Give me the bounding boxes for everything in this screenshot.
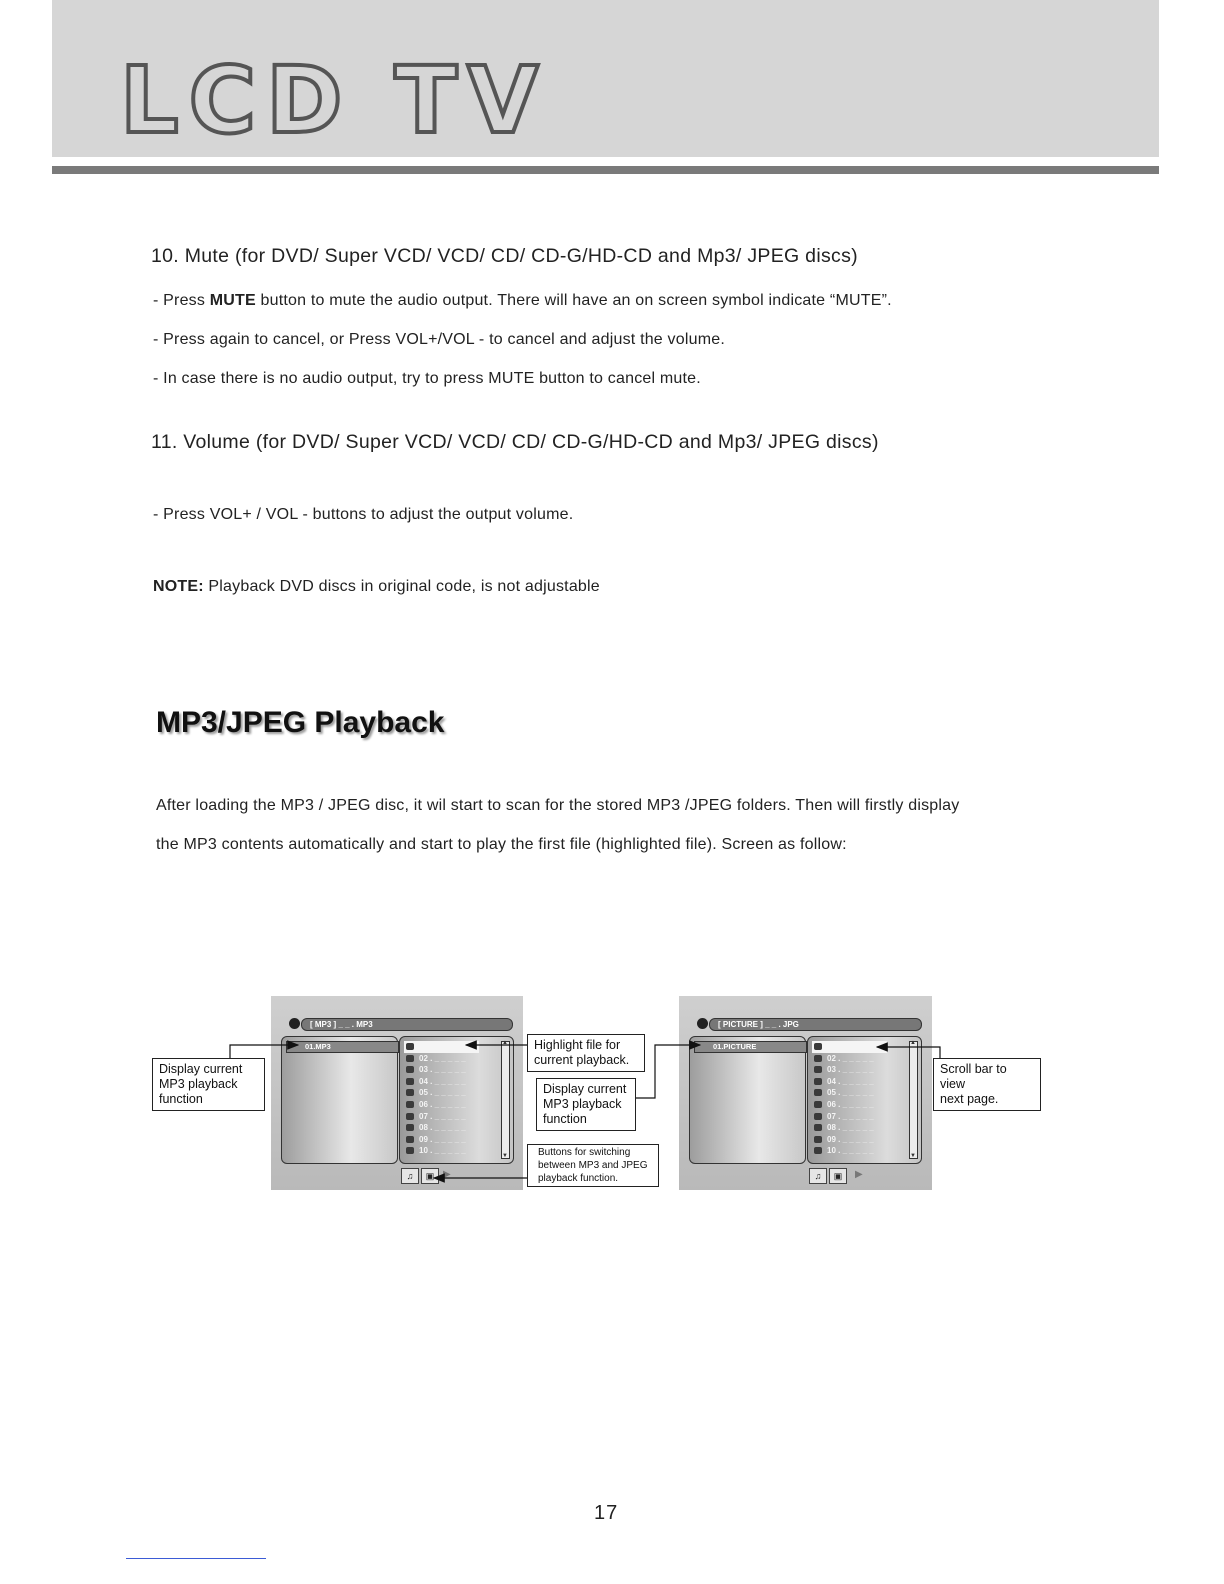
- mp3-file-item[interactable]: 01 . _ _ _ _ _: [404, 1041, 479, 1053]
- jpeg-file-item[interactable]: 03 . _ _ _ _ _: [812, 1064, 887, 1076]
- mp3-file-pane: [399, 1036, 514, 1164]
- jpeg-file-item[interactable]: 06 . _ _ _ _ _: [812, 1099, 887, 1111]
- header-rule: [52, 166, 1159, 174]
- mp3-file-item[interactable]: 07 . _ _ _ _ _: [404, 1111, 479, 1123]
- callout-display-current-mid: [536, 1078, 636, 1131]
- play-icon: ▶: [443, 1169, 451, 1180]
- callout-highlight-file: [527, 1034, 645, 1072]
- jpeg-file-item[interactable]: 02 . _ _ _ _ _: [812, 1053, 887, 1065]
- mute-keyword: MUTE: [209, 292, 256, 309]
- playback-title: MP3/JPEG Playback: [156, 706, 445, 739]
- jpeg-file-item[interactable]: 05 . _ _ _ _ _: [812, 1087, 887, 1099]
- mute-line-1: [153, 292, 892, 310]
- picture-mode-button[interactable]: ▣: [421, 1168, 439, 1184]
- mp3-screen: [271, 996, 523, 1190]
- volume-heading: 11. Volume (for DVD/ Super VCD/ VCD/ CD/ CD-G/HD-CD and Mp3/ JPEG discs): [151, 431, 879, 453]
- callout-buttons-switching: [527, 1144, 659, 1187]
- jpeg-file-list: [812, 1041, 887, 1157]
- callout-line: Display current: [543, 1082, 627, 1096]
- callout-line: function: [543, 1112, 587, 1126]
- callout-line: Scroll bar to view: [940, 1062, 1007, 1091]
- callout-line: next page.: [940, 1092, 999, 1106]
- music-mode-button[interactable]: ♫: [401, 1168, 419, 1184]
- mute-heading: 10. Mute (for DVD/ Super VCD/ VCD/ CD/ CD-G/HD-CD and Mp3/ JPEG discs): [151, 245, 858, 267]
- mute-line-2: - Press again to cancel, or Press VOL+/VOL - to cancel and adjust the volume.: [153, 331, 725, 348]
- playback-para-1: After loading the MP3 / JPEG disc, it wil start to scan for the stored MP3 /JPEG folders. Then will firstly display: [156, 797, 960, 814]
- mp3-file-item[interactable]: 10 . _ _ _ _ _: [404, 1145, 479, 1157]
- callout-line: MP3 playback: [543, 1097, 622, 1111]
- mp3-scrollbar[interactable]: [501, 1041, 510, 1159]
- callout-line: Display current: [159, 1062, 243, 1076]
- mp3-file-item[interactable]: 06 . _ _ _ _ _: [404, 1099, 479, 1111]
- callout-line: between MP3 and JPEG: [538, 1160, 648, 1171]
- mp3-file-item[interactable]: 04 . _ _ _ _ _: [404, 1076, 479, 1088]
- mp3-folder-row[interactable]: 01.MP3: [286, 1041, 399, 1053]
- disc-icon: [697, 1018, 708, 1029]
- mp3-file-item[interactable]: 09 . _ _ _ _ _: [404, 1134, 479, 1146]
- callout-scroll-bar: [933, 1058, 1041, 1111]
- mp3-file-item[interactable]: 03 . _ _ _ _ _: [404, 1064, 479, 1076]
- jpeg-folder-pane: [689, 1036, 806, 1164]
- disc-icon: [289, 1018, 300, 1029]
- callout-display-current-left: [152, 1058, 265, 1111]
- mute-line-1-rest: button to mute the audio output. There will have an on screen symbol indicate “MUTE”.: [255, 292, 892, 309]
- volume-line-1: - Press VOL+ / VOL - buttons to adjust the output volume.: [153, 506, 574, 523]
- mute-line-3: - In case there is no audio output, try to press MUTE button to cancel mute.: [153, 370, 701, 387]
- jpeg-file-item[interactable]: 04 . _ _ _ _ _: [812, 1076, 887, 1088]
- note: [153, 578, 600, 596]
- jpeg-file-item[interactable]: 07 . _ _ _ _ _: [812, 1111, 887, 1123]
- mp3-file-item[interactable]: 02 . _ _ _ _ _: [404, 1053, 479, 1065]
- page-number: 17: [594, 1502, 619, 1524]
- callout-line: playback function.: [538, 1173, 619, 1184]
- jpeg-folder-row[interactable]: 01.PICTURE: [694, 1041, 807, 1053]
- playback-para-2: the MP3 contents automatically and start to play the first file (highlighted file). Screen as follow:: [156, 836, 847, 853]
- jpeg-file-item[interactable]: 09 . _ _ _ _ _: [812, 1134, 887, 1146]
- jpeg-file-item[interactable]: 10 . _ _ _ _ _: [812, 1145, 887, 1157]
- play-icon: ▶: [855, 1169, 863, 1180]
- note-label: NOTE:: [153, 578, 204, 595]
- jpeg-scrollbar[interactable]: [909, 1041, 918, 1159]
- callout-line: MP3 playback: [159, 1077, 238, 1091]
- lcd-tv-logo: [120, 54, 590, 144]
- callout-line: current playback.: [534, 1053, 630, 1067]
- callout-line: function: [159, 1092, 203, 1106]
- logo-text: LCD TV: [120, 54, 549, 144]
- jpeg-file-pane: [807, 1036, 922, 1164]
- mute-line-1-prefix: - Press: [153, 292, 210, 309]
- mp3-file-item[interactable]: 05 . _ _ _ _ _: [404, 1087, 479, 1099]
- mp3-file-item[interactable]: 08 . _ _ _ _ _: [404, 1122, 479, 1134]
- jpeg-file-item[interactable]: 08 . _ _ _ _ _: [812, 1122, 887, 1134]
- mp3-folder-pane: [281, 1036, 398, 1164]
- footer-link-line: [126, 1558, 266, 1559]
- callout-line: Highlight file for: [534, 1038, 621, 1052]
- callout-line: Buttons for switching: [538, 1147, 631, 1158]
- music-mode-button[interactable]: ♫: [809, 1168, 827, 1184]
- picture-mode-button[interactable]: ▣: [829, 1168, 847, 1184]
- jpeg-screen: [679, 996, 932, 1190]
- mp3-titlebar: [ MP3 ] _ _ . MP3: [301, 1018, 513, 1031]
- mp3-file-list: [404, 1041, 479, 1157]
- jpeg-titlebar: [ PICTURE ] _ _ . JPG: [709, 1018, 922, 1031]
- note-text: Playback DVD discs in original code, is not adjustable: [203, 578, 600, 595]
- jpeg-file-item[interactable]: 01 . _ _ _ _ _: [812, 1041, 887, 1053]
